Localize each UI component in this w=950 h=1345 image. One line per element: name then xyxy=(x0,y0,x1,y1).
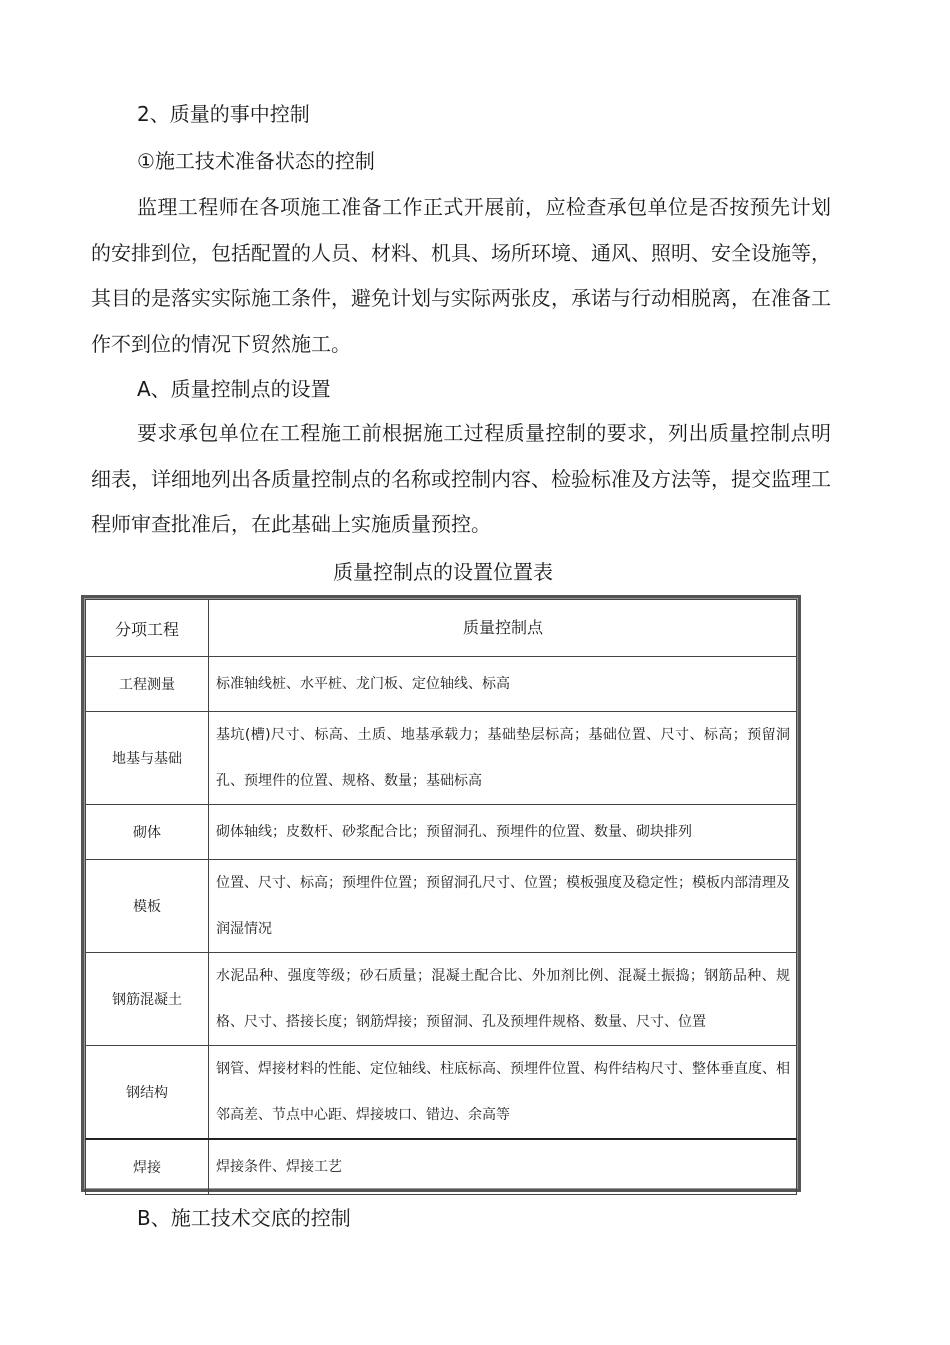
paragraph-control-points: 要求承包单位在工程施工前根据施工过程质量控制的要求，列出质量控制点明细表，详细地列出各质量控制点的名称或控制内容、检验标准及方法等，提交监理工程师审查批准后，在此基础上实施质量预控。 xyxy=(91,421,831,536)
quality-control-table xyxy=(81,595,801,1192)
table-row xyxy=(86,1046,797,1140)
table-row xyxy=(86,657,797,712)
row-item: 工程测量 xyxy=(86,657,209,712)
table-row xyxy=(86,805,797,860)
row-item: 钢筋混凝土 xyxy=(86,953,209,1046)
subsection-heading-1: ①施工技术准备状态的控制 xyxy=(137,149,375,173)
table-row xyxy=(86,953,797,1046)
row-points: 砌体轴线；皮数杆、砂浆配合比；预留洞孔、预埋件的位置、数量、砌块排列 xyxy=(209,805,797,860)
row-item: 焊接 xyxy=(86,1139,209,1194)
table-row xyxy=(86,1139,797,1194)
row-item: 地基与基础 xyxy=(86,712,209,805)
row-item: 模板 xyxy=(86,860,209,953)
table-row xyxy=(86,860,797,953)
table-header-row xyxy=(86,600,797,657)
paragraph-preparation-check: 监理工程师在各项施工准备工作正式开展前，应检查承包单位是否按预先计划的安排到位，包括配置的人员、材料、机具、场所环境、通风、照明、安全设施等，其目的是落实实际施工条件，避免计划与实际两张皮，承诺与行动相脱离，在准备工作不到位的情况下贸然施工。 xyxy=(91,195,831,356)
header-points: 质量控制点 xyxy=(209,600,797,657)
header-item: 分项工程 xyxy=(86,600,209,657)
row-points: 水泥品种、强度等级；砂石质量；混凝土配合比、外加剂比例、混凝土振捣；钢筋品种、规格、尺寸、搭接长度；钢筋焊接；预留洞、孔及预埋件规格、数量、尺寸、位置 xyxy=(209,953,797,1046)
row-points: 标准轴线桩、水平桩、龙门板、定位轴线、标高 xyxy=(209,657,797,712)
row-item: 砌体 xyxy=(86,805,209,860)
row-points: 钢管、焊接材料的性能、定位轴线、柱底标高、预埋件位置、构件结构尺寸、整体垂直度、相邻高差、节点中心距、焊接坡口、错边、余高等 xyxy=(209,1046,797,1140)
section-heading-2: 2、质量的事中控制 xyxy=(137,102,310,126)
table-caption: 质量控制点的设置位置表 xyxy=(333,560,553,584)
row-points: 基坑(槽)尺寸、标高、土质、地基承载力；基础垫层标高；基础位置、尺寸、标高；预留洞孔、预埋件的位置、规格、数量；基础标高 xyxy=(209,712,797,805)
row-points: 焊接条件、焊接工艺 xyxy=(209,1139,797,1194)
table-row xyxy=(86,712,797,805)
row-points: 位置、尺寸、标高；预埋件位置；预留洞孔尺寸、位置；模板强度及稳定性；模板内部清理及润湿情况 xyxy=(209,860,797,953)
subsection-heading-a: A、质量控制点的设置 xyxy=(137,377,331,401)
row-item: 钢结构 xyxy=(86,1046,209,1140)
subsection-heading-b: B、施工技术交底的控制 xyxy=(137,1206,351,1230)
